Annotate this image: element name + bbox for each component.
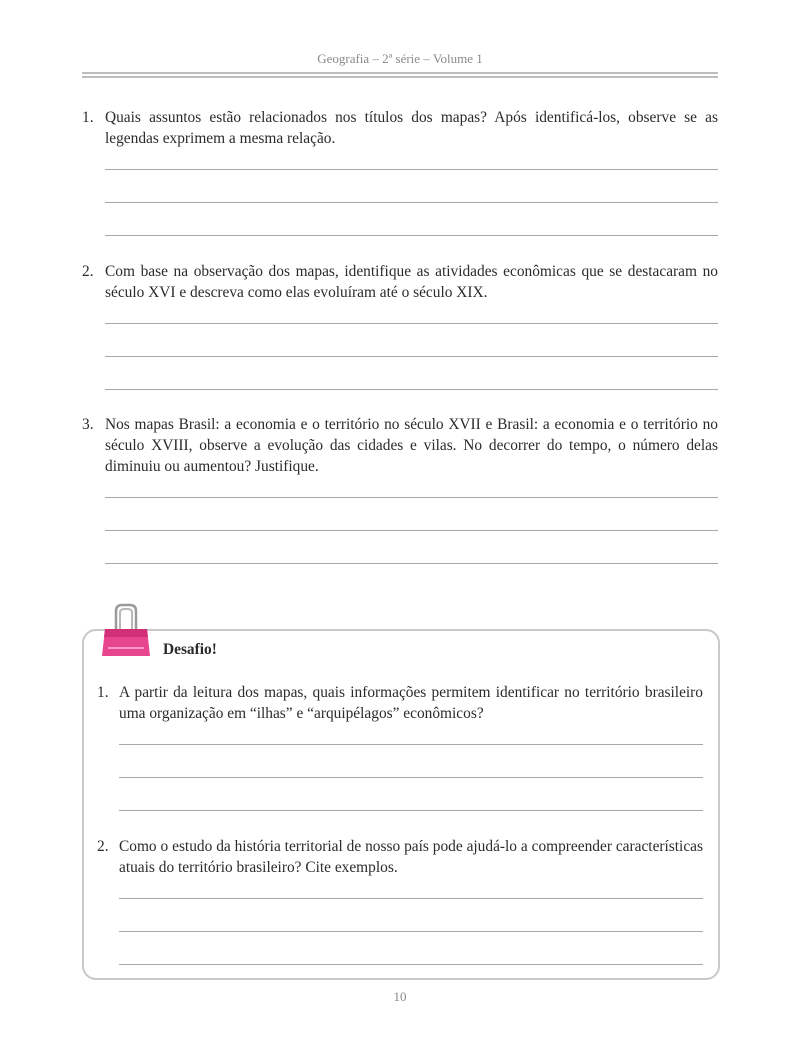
question-text: Como o estudo da história territorial de nosso país pode ajudá-lo a compreender características atuais do território brasileiro? Cite exemplos. <box>119 838 703 876</box>
question-3 <box>82 414 718 477</box>
header-rule <box>82 76 718 78</box>
challenge-question-1 <box>97 682 703 724</box>
pink-binder-clip-icon <box>99 603 153 659</box>
question-number: 1. <box>82 109 94 126</box>
question-2 <box>82 261 718 303</box>
answer-line[interactable] <box>119 744 703 745</box>
page-number: 10 <box>393 989 407 1004</box>
question-number: 2. <box>97 838 109 855</box>
question-number: 2. <box>82 263 94 280</box>
answer-line[interactable] <box>105 235 718 236</box>
question-number: 3. <box>82 416 94 433</box>
question-number: 1. <box>97 684 109 701</box>
answer-line[interactable] <box>105 202 718 203</box>
header-title: Geografia – 2ª série – Volume 1 <box>317 51 483 66</box>
question-text: Com base na observação dos mapas, identifique as atividades econômicas que se destacaram no século XVI e descreva como elas evoluíram até o século XIX. <box>105 263 718 301</box>
answer-line[interactable] <box>105 563 718 564</box>
answer-line[interactable] <box>119 777 703 778</box>
challenge-question-2 <box>97 836 703 878</box>
question-text: Nos mapas Brasil: a economia e o território no século XVII e Brasil: a economia e o território no século XVIII, observe a evolução das cidades e vilas. No decorrer do tempo, o número delas diminuiu ou aumentou? Justifique. <box>105 416 718 475</box>
answer-line[interactable] <box>105 169 718 170</box>
answer-line[interactable] <box>119 810 703 811</box>
answer-line[interactable] <box>105 323 718 324</box>
answer-line[interactable] <box>105 497 718 498</box>
answer-line[interactable] <box>119 898 703 899</box>
challenge-title: Desafio! <box>163 641 217 658</box>
question-text: A partir da leitura dos mapas, quais informações permitem identificar no território brasileiro uma organização em “ilhas” e “arquipélagos” econômicos? <box>119 684 703 722</box>
answer-line[interactable] <box>105 530 718 531</box>
answer-line[interactable] <box>119 964 703 965</box>
question-1 <box>82 107 718 149</box>
answer-line[interactable] <box>105 356 718 357</box>
header-rule <box>82 72 718 74</box>
answer-line[interactable] <box>105 389 718 390</box>
question-text: Quais assuntos estão relacionados nos títulos dos mapas? Após identificá-los, observe se as legendas exprimem a mesma relação. <box>105 109 718 147</box>
answer-line[interactable] <box>119 931 703 932</box>
